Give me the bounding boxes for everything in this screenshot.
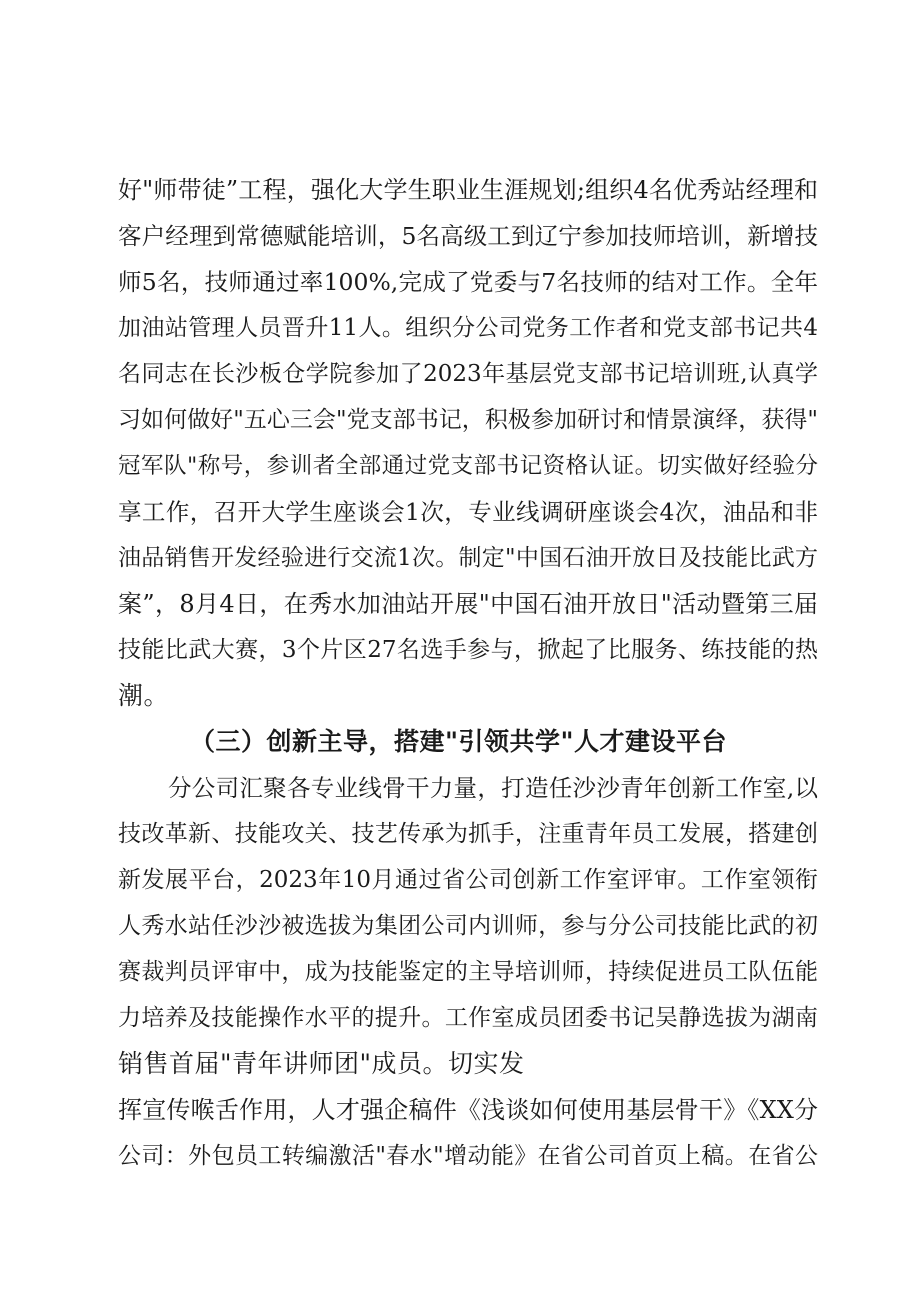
text-line-8: 享工作，召开大学生座谈会1次，专业线调研座谈会4次，油品和非 [118, 498, 818, 526]
text-line-12: 潮。 [118, 681, 170, 710]
text-line-20: 销售首届"青年讲师团"成员。切实发 [118, 1049, 525, 1078]
text-line-4: 加油站管理人员晋升11人。组织分公司党务工作者和党支部书记共4 [118, 315, 818, 341]
text-line-6: 习如何做好"五心三会"党支部书记，积极参加研讨和情景演绎，获得" [118, 407, 818, 433]
section-heading: （三）创新主导，搭建"引领共学"人才建设平台 [190, 727, 728, 756]
text-line-3: 师5名，技师通过率100%,完成了党委与7名技师的结对工作。全年 [118, 268, 818, 296]
text-line-10: 案”，8月4日，在秀水加油站开展"中国石油开放日"活动暨第三届 [118, 590, 818, 618]
text-line-21: 挥宣传喉舌作用，人才强企稿件《浅谈如何使用基层骨干》《XX分 [118, 1096, 818, 1124]
text-line-15: 技改革新、技能攻关、技艺传承为抓手，注重青年员工发展，搭建创 [118, 821, 818, 847]
text-line-18: 赛裁判员评审中，成为技能鉴定的主导培训师，持续促进员工队伍能 [118, 959, 818, 985]
text-line-7: 冠军队"称号，参训者全部通过党支部书记资格认证。切实做好经验分 [118, 453, 818, 479]
text-line-16: 新发展平台，2023年10月通过省公司创新工作室评审。工作室领衔 [118, 867, 818, 893]
text-line-14: 分公司汇聚各专业线骨干力量，打造任沙沙青年创新工作室,以 [168, 774, 818, 802]
text-line-1: 好"师带徒”工程，强化大学生职业生涯规划;组织4名优秀站经理和 [118, 176, 818, 204]
text-line-19: 力培养及技能操作水平的提升。工作室成员团委书记吴静选拔为湖南 [118, 1005, 818, 1031]
text-line-11: 技能比武大赛，3个片区27名选手参与，掀起了比服务、练技能的热 [118, 637, 818, 663]
text-line-9: 油品销售开发经验进行交流1次。制定"中国石油开放日及技能比武方 [118, 545, 818, 571]
text-line-5: 名同志在长沙板仓学院参加了2023年基层党支部书记培训班,认真学 [118, 361, 818, 387]
text-line-22: 公司：外包员工转编激活"春水"增动能》在省公司首页上稿。在省公 [118, 1143, 818, 1169]
text-line-2: 客户经理到常德赋能培训，5名高级工到辽宁参加技师培训，新增技 [118, 222, 818, 250]
text-line-17: 人秀水站任沙沙被选拔为集团公司内训师，参与分公司技能比武的初 [118, 913, 818, 939]
